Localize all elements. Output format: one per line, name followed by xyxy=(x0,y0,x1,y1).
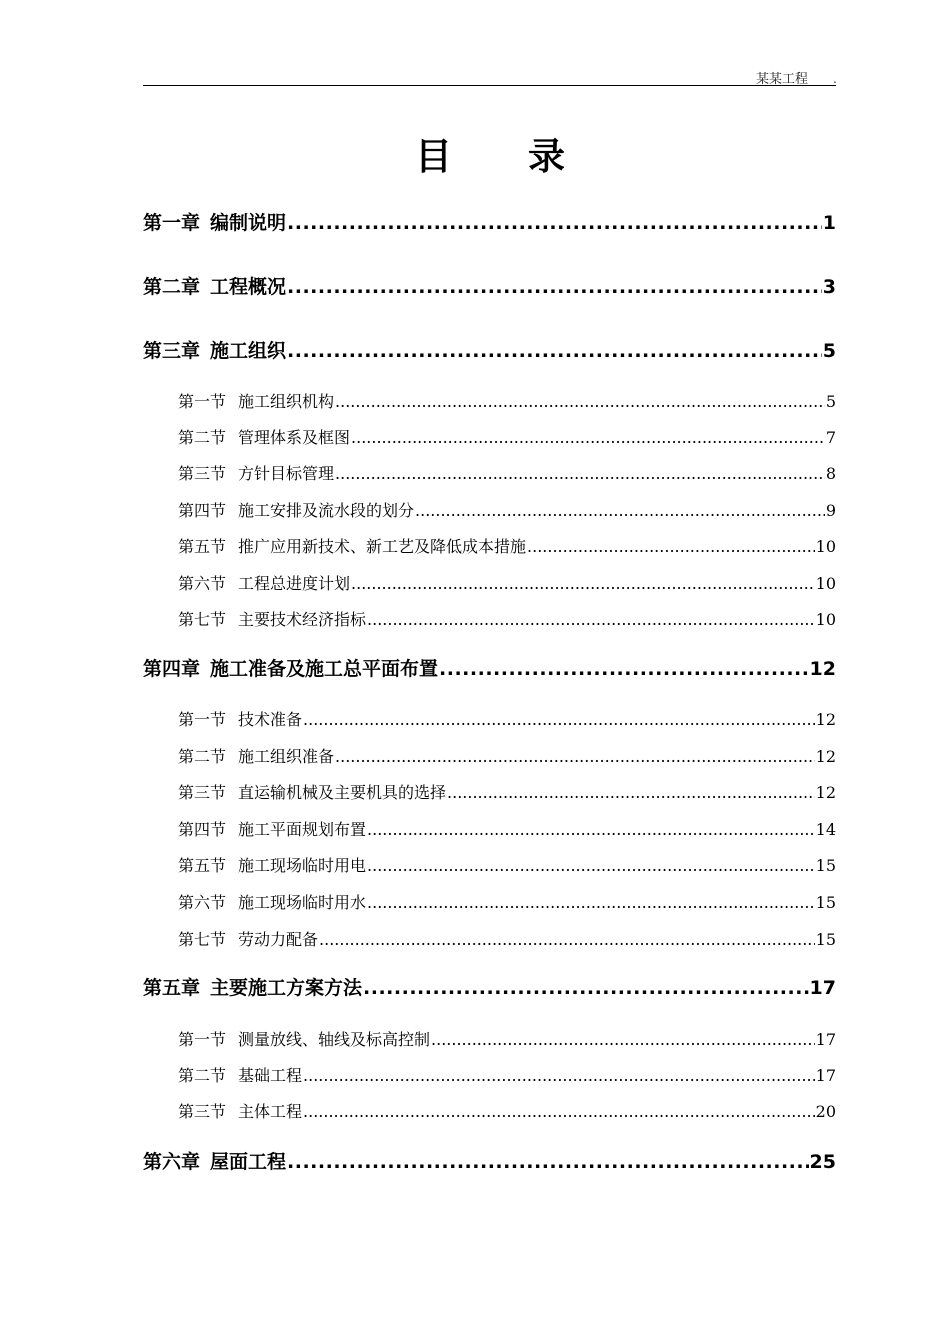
toc-page-number: 9 xyxy=(825,501,836,520)
toc-page-number: 20 xyxy=(815,1102,836,1121)
toc-entry-number: 第一节 xyxy=(178,710,227,729)
toc-chapter-entry[interactable] xyxy=(143,272,836,299)
toc-dot-leader xyxy=(287,1151,809,1173)
toc-entry-number: 第七节 xyxy=(178,610,227,629)
toc-page-number: 15 xyxy=(815,893,836,912)
toc-entry-number: 第一节 xyxy=(178,1030,227,1049)
toc-dot-leader xyxy=(287,212,822,234)
toc-section-entry[interactable] xyxy=(178,927,836,950)
toc-page-number: 8 xyxy=(825,464,836,483)
toc-dot-leader xyxy=(367,893,815,912)
header-rule xyxy=(143,85,836,86)
toc-section-entry[interactable] xyxy=(178,607,836,630)
toc-page-number: 25 xyxy=(809,1151,836,1173)
toc-entry-number: 第三章 xyxy=(143,340,201,362)
toc-section-entry[interactable] xyxy=(178,389,836,412)
toc-dot-leader xyxy=(527,537,815,556)
toc-chapter-entry[interactable] xyxy=(143,336,836,363)
toc-title-left: 目 xyxy=(415,135,452,178)
toc-section-entry[interactable] xyxy=(178,461,836,484)
toc-entry-number: 第六节 xyxy=(178,893,227,912)
toc-section-entry[interactable] xyxy=(178,780,836,803)
toc-entry-number: 第四节 xyxy=(178,820,227,839)
toc-section-entry[interactable] xyxy=(178,1063,836,1086)
toc-entry-title: 屋面工程 xyxy=(210,1151,287,1173)
toc-section-entry[interactable] xyxy=(178,425,836,448)
toc-dot-leader xyxy=(303,710,815,729)
header-mark: . xyxy=(833,72,837,86)
toc-entry-title: 主体工程 xyxy=(238,1102,303,1121)
toc-page-number: 17 xyxy=(815,1066,836,1085)
toc-chapter-entry[interactable] xyxy=(143,208,836,235)
toc-entry-title: 劳动力配备 xyxy=(238,930,319,949)
toc-page-number: 17 xyxy=(809,977,836,999)
toc-entry-number: 第三节 xyxy=(178,783,227,802)
toc-dot-leader xyxy=(303,1066,815,1085)
toc-title xyxy=(0,126,950,180)
toc-dot-leader xyxy=(319,930,815,949)
toc-page-number: 10 xyxy=(815,537,836,556)
toc-entry-title: 施工组织机构 xyxy=(238,392,335,411)
toc-section-entry[interactable] xyxy=(178,1027,836,1050)
toc-entry-number: 第一章 xyxy=(143,212,201,234)
toc-page-number: 10 xyxy=(815,610,836,629)
toc-dot-leader xyxy=(351,574,815,593)
toc-dot-leader xyxy=(303,1102,815,1121)
toc-dot-leader xyxy=(335,747,815,766)
toc-chapter-entry[interactable] xyxy=(143,1147,836,1174)
toc-entry-number: 第三节 xyxy=(178,1102,227,1121)
toc-entry-number: 第六节 xyxy=(178,574,227,593)
toc-entry-title: 技术准备 xyxy=(238,710,303,729)
toc-entry-title: 施工现场临时用水 xyxy=(238,893,367,912)
toc-dot-leader xyxy=(287,276,822,298)
toc-page-number: 3 xyxy=(822,276,836,298)
toc-entry-title: 工程概况 xyxy=(210,276,287,298)
toc-title-right: 录 xyxy=(528,135,565,178)
toc-section-entry[interactable] xyxy=(178,707,836,730)
toc-section-entry[interactable] xyxy=(178,744,836,767)
toc-dot-leader xyxy=(335,392,825,411)
toc-entry-number: 第三节 xyxy=(178,464,227,483)
toc-entry-number: 第二节 xyxy=(178,747,227,766)
toc-dot-leader xyxy=(287,340,822,362)
toc-entry-title: 工程总进度计划 xyxy=(238,574,351,593)
toc-entry-title: 直运输机械及主要机具的选择 xyxy=(238,783,447,802)
toc-section-entry[interactable] xyxy=(178,817,836,840)
toc-page-number: 12 xyxy=(815,747,836,766)
toc-entry-number: 第二章 xyxy=(143,276,201,298)
toc-entry-title: 施工组织准备 xyxy=(238,747,335,766)
toc-entry-number: 第一节 xyxy=(178,392,227,411)
toc-dot-leader xyxy=(439,658,809,680)
header-project-name: 某某工程 xyxy=(755,72,808,87)
toc-entry-title: 方针目标管理 xyxy=(238,464,335,483)
toc-entry-title: 施工安排及流水段的划分 xyxy=(238,501,415,520)
toc-entry-title: 施工准备及施工总平面布置 xyxy=(210,658,439,680)
toc-section-entry[interactable] xyxy=(178,571,836,594)
toc-section-entry[interactable] xyxy=(178,498,836,521)
toc-entry-title: 施工平面规划布置 xyxy=(238,820,367,839)
toc-chapter-entry[interactable] xyxy=(143,654,836,681)
toc-dot-leader xyxy=(335,464,825,483)
toc-dot-leader xyxy=(351,428,825,447)
toc-page-number: 15 xyxy=(815,930,836,949)
toc-page-number: 12 xyxy=(809,658,836,680)
toc-entry-number: 第七节 xyxy=(178,930,227,949)
toc-page-number: 10 xyxy=(815,574,836,593)
toc-entry-title: 测量放线、轴线及标高控制 xyxy=(238,1030,431,1049)
toc-entry-title: 主要施工方案方法 xyxy=(210,977,363,999)
toc-entry-number: 第五节 xyxy=(178,856,227,875)
toc-entry-title: 施工现场临时用电 xyxy=(238,856,367,875)
toc-page-number: 12 xyxy=(815,783,836,802)
toc-entry-number: 第四节 xyxy=(178,501,227,520)
toc-dot-leader xyxy=(367,856,815,875)
toc-entry-number: 第四章 xyxy=(143,658,201,680)
toc-section-entry[interactable] xyxy=(178,890,836,913)
toc-dot-leader xyxy=(447,783,815,802)
toc-entry-title: 基础工程 xyxy=(238,1066,303,1085)
toc-entry-number: 第五章 xyxy=(143,977,201,999)
toc-section-entry[interactable] xyxy=(178,853,836,876)
toc-chapter-entry[interactable] xyxy=(143,973,836,1000)
toc-dot-leader xyxy=(367,820,815,839)
toc-page-number: 5 xyxy=(825,392,836,411)
toc-entry-number: 第五节 xyxy=(178,537,227,556)
toc-section-entry[interactable] xyxy=(178,534,836,557)
toc-entry-number: 第二节 xyxy=(178,1066,227,1085)
toc-entry-title: 编制说明 xyxy=(210,212,287,234)
toc-entry-title: 推广应用新技术、新工艺及降低成本措施 xyxy=(238,537,527,556)
toc-entry-number: 第二节 xyxy=(178,428,227,447)
toc-dot-leader xyxy=(367,610,815,629)
toc-dot-leader xyxy=(363,977,809,999)
toc-section-entry[interactable] xyxy=(178,1099,836,1122)
toc-dot-leader xyxy=(415,501,825,520)
toc-page-number: 14 xyxy=(815,820,836,839)
toc-page-number: 1 xyxy=(822,212,836,234)
toc-page-number: 7 xyxy=(825,428,836,447)
toc-page-number: 17 xyxy=(815,1030,836,1049)
toc-entry-title: 施工组织 xyxy=(210,340,287,362)
toc-page-number: 12 xyxy=(815,710,836,729)
toc-page-number: 5 xyxy=(822,340,836,362)
toc-entry-title: 主要技术经济指标 xyxy=(238,610,367,629)
toc-entry-title: 管理体系及框图 xyxy=(238,428,351,447)
toc-entry-number: 第六章 xyxy=(143,1151,201,1173)
toc-page-number: 15 xyxy=(815,856,836,875)
toc-dot-leader xyxy=(431,1030,815,1049)
